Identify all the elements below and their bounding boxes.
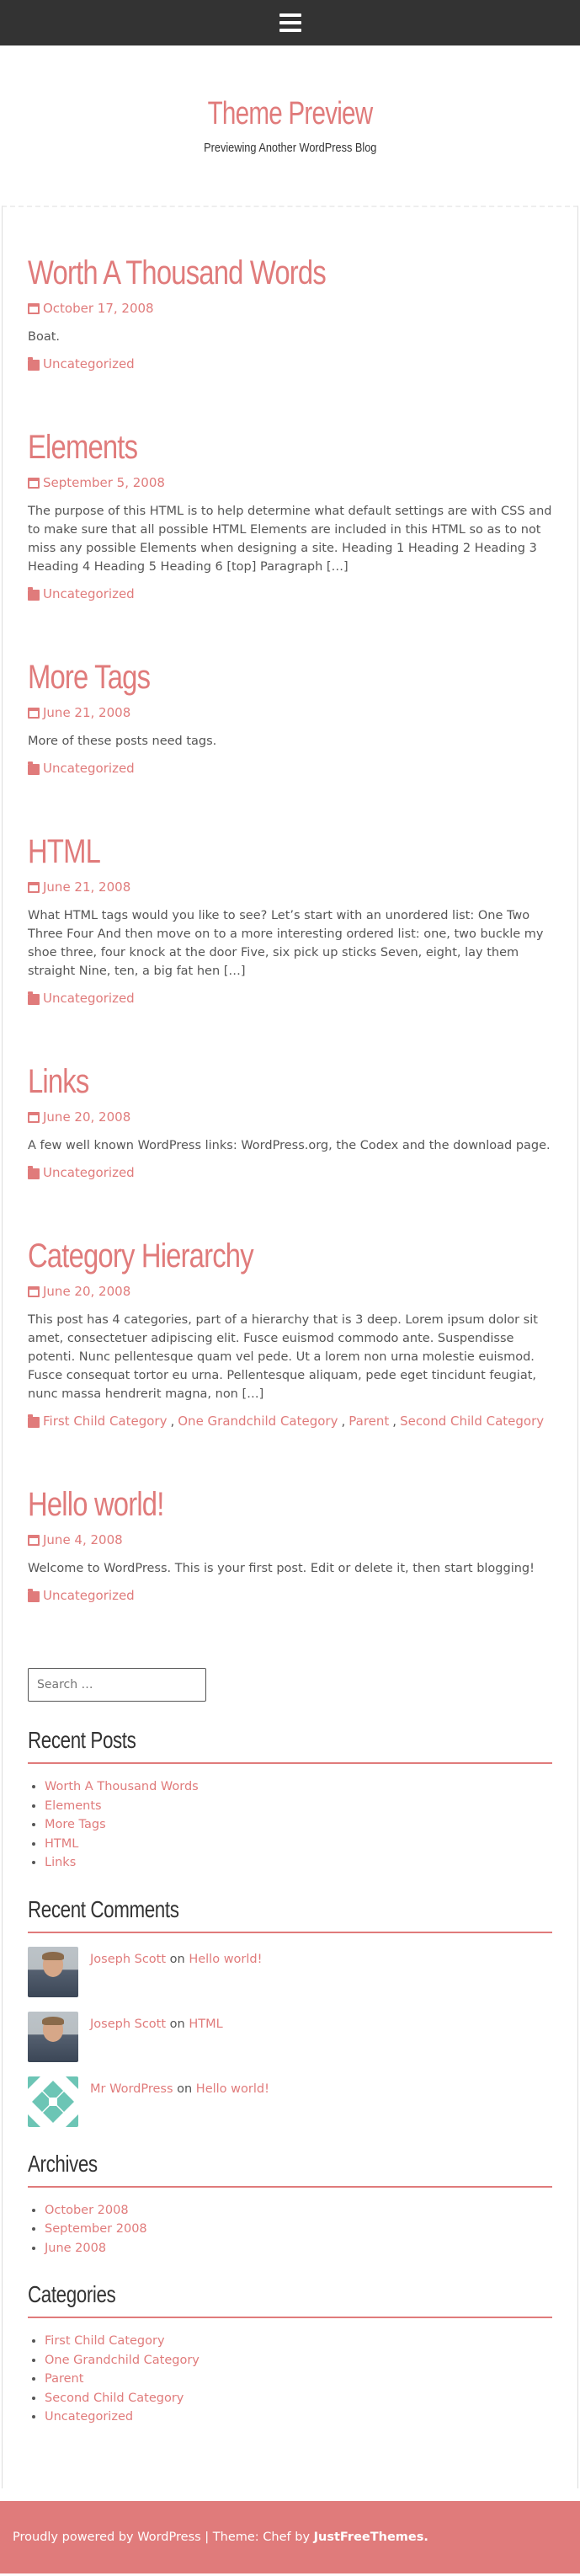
post-excerpt: Welcome to WordPress. This is your first post. Edit or delete it, then start blogging!: [28, 1562, 535, 1575]
archive-link[interactable]: September 2008: [45, 2222, 147, 2236]
widget-title: Recent Comments: [28, 1895, 179, 1922]
category-link[interactable]: Parent: [349, 1414, 390, 1429]
post-date-link[interactable]: June 4, 2008: [43, 1532, 123, 1547]
widget-divider: [28, 1932, 552, 1933]
category-link[interactable]: Uncategorized: [43, 1165, 135, 1180]
post-categories: [28, 356, 552, 371]
archives-list: [28, 2201, 552, 2258]
categories-widget: [28, 2281, 552, 2427]
category-link[interactable]: Uncategorized: [43, 356, 135, 371]
post-title-link[interactable]: Hello world!: [28, 1486, 164, 1523]
recent-comments-list: [28, 1947, 552, 2127]
comment-post-link[interactable]: Hello world!: [189, 1952, 263, 1966]
category-link[interactable]: Uncategorized: [43, 761, 135, 776]
calendar-icon: [28, 478, 40, 489]
category-separator: ,: [392, 1414, 397, 1429]
footer-separator: |: [205, 2531, 210, 2544]
post-categories: [28, 991, 552, 1006]
recent-post-link[interactable]: Worth A Thousand Words: [45, 1780, 199, 1793]
list-item: [45, 1815, 552, 1835]
post-date: [28, 1109, 552, 1125]
category-link[interactable]: Uncategorized: [43, 1588, 135, 1603]
post-spacer: [28, 371, 552, 407]
post-excerpt: What HTML tags would you like to see? Let’s start with an unordered list: One Two Three Four And then move on to a more interesting ordered list: one, two buckle my shoe three, four knock at the door Five, six pick up sticks Seven, eight, lay them straight Nine, ten, a big fat hen […]: [28, 909, 544, 978]
site-description: Previewing Another WordPress Blog: [203, 141, 377, 155]
site-title[interactable]: Theme Preview: [207, 96, 373, 131]
widget-title: Archives: [28, 2150, 98, 2177]
post-title-link[interactable]: More Tags: [28, 659, 151, 696]
category-link[interactable]: Uncategorized: [43, 586, 135, 601]
recent-post-link[interactable]: Elements: [45, 1798, 102, 1813]
comment-connector: on: [177, 2082, 193, 2096]
recent-post-link[interactable]: More Tags: [45, 1818, 106, 1831]
recent-comment: [28, 1947, 552, 1997]
post-title-link[interactable]: Links: [28, 1063, 89, 1100]
list-item: [45, 2220, 552, 2239]
category-link[interactable]: One Grandchild Category: [178, 1414, 338, 1429]
comment-text: [90, 1947, 262, 1969]
folder-icon: [28, 1168, 40, 1179]
list-item: [45, 1835, 552, 1854]
comment-author-link[interactable]: Joseph Scott: [90, 1952, 167, 1966]
recent-comment: [28, 2076, 552, 2127]
post-title-link[interactable]: Worth A Thousand Words: [28, 254, 326, 291]
sidebar-widgets: [28, 1668, 552, 2427]
post-excerpt: Boat.: [28, 330, 60, 344]
recent-post-link[interactable]: Links: [45, 1856, 77, 1869]
post-excerpt: The purpose of this HTML is to help determine what default settings are with CSS and to make sure that all possible HTML Elements are included in this HTML so as to not miss any possible Elements when designing a site. Heading 1 Heading 2 Heading 3 Heading 4 Heading 5 Heading 6 [top] Paragraph […]: [28, 505, 552, 574]
post-spacer: [28, 776, 552, 811]
post-spacer: [28, 601, 552, 637]
recent-post-link[interactable]: HTML: [45, 1836, 79, 1851]
post-title-link[interactable]: HTML: [28, 833, 101, 870]
comment-author-link[interactable]: Mr WordPress: [90, 2082, 173, 2096]
post-title-link[interactable]: Category Hierarchy: [28, 1237, 253, 1275]
post-date: [28, 879, 552, 895]
post-date-link[interactable]: September 5, 2008: [43, 475, 165, 490]
site-header: [0, 45, 580, 206]
top-bar: [0, 0, 580, 45]
comment-text: [90, 2076, 269, 2098]
category-link[interactable]: One Grandchild Category: [45, 2353, 200, 2367]
category-separator: ,: [341, 1414, 346, 1429]
calendar-icon: [28, 1535, 40, 1546]
list-item: [45, 2389, 552, 2408]
post-date: [28, 1532, 552, 1547]
archives-widget: [28, 2151, 552, 2258]
calendar-icon: [28, 1112, 40, 1123]
list-item: [45, 2239, 552, 2258]
recent-posts-widget: [28, 1727, 552, 1873]
search-input[interactable]: [28, 1668, 206, 1702]
folder-icon: [28, 764, 40, 775]
post: [28, 407, 552, 637]
post-spacer: [28, 1603, 552, 1638]
widget-divider: [28, 2186, 552, 2188]
list-item: [45, 1853, 552, 1873]
post-categories: [28, 586, 552, 601]
comment-text: [90, 2012, 223, 2034]
main-content: [2, 206, 578, 2488]
folder-icon: [28, 590, 40, 601]
list-item: [45, 2370, 552, 2389]
footer-theme-author-link[interactable]: JustFreeThemes.: [313, 2531, 428, 2544]
post-date-link[interactable]: October 17, 2008: [43, 301, 154, 316]
post: [28, 1464, 552, 1638]
folder-icon: [28, 994, 40, 1005]
recent-comment: [28, 2012, 552, 2062]
categories-list: [28, 2332, 552, 2427]
comment-connector: on: [169, 2017, 185, 2031]
person-avatar: [28, 1947, 78, 1997]
comment-connector: on: [169, 1952, 185, 1966]
folder-icon: [28, 360, 40, 371]
post-spacer: [28, 1006, 552, 1041]
post-title-link[interactable]: Elements: [28, 429, 138, 466]
folder-icon: [28, 1417, 40, 1428]
footer-powered-link[interactable]: Proudly powered by WordPress: [13, 2531, 201, 2544]
post-date-link[interactable]: June 20, 2008: [43, 1109, 131, 1125]
recent-comments-widget: [28, 1896, 552, 2127]
footer-credits: [13, 2531, 428, 2544]
footer-theme-text: Theme: Chef by: [212, 2531, 311, 2544]
list-item: [45, 2351, 552, 2370]
post: [28, 1216, 552, 1464]
calendar-icon: [28, 882, 40, 893]
post-excerpt: More of these posts need tags.: [28, 735, 217, 748]
hamburger-icon[interactable]: [279, 13, 301, 32]
widget-divider: [28, 2317, 552, 2318]
post-date-link[interactable]: June 21, 2008: [43, 705, 131, 720]
site-footer: [0, 2501, 580, 2573]
person-avatar: [28, 2012, 78, 2062]
post: [28, 1041, 552, 1216]
list-item: [45, 2201, 552, 2221]
post: [28, 232, 552, 407]
post-categories: [28, 1165, 552, 1180]
widget-title: Recent Posts: [28, 1727, 136, 1753]
recent-posts-list: [28, 1777, 552, 1873]
post-date-link[interactable]: June 20, 2008: [43, 1284, 131, 1299]
calendar-icon: [28, 1286, 40, 1297]
post-categories: [28, 1588, 552, 1603]
identicon-avatar: [28, 2076, 78, 2127]
archive-link[interactable]: October 2008: [45, 2203, 129, 2217]
comment-post-link[interactable]: HTML: [189, 2017, 223, 2031]
calendar-icon: [28, 708, 40, 719]
post-date: [28, 301, 552, 316]
post-date: [28, 1284, 552, 1299]
category-link[interactable]: Second Child Category: [400, 1414, 545, 1429]
comment-author-link[interactable]: Joseph Scott: [90, 2017, 167, 2031]
post-date: [28, 705, 552, 720]
category-link[interactable]: Uncategorized: [43, 991, 135, 1006]
category-separator: ,: [170, 1414, 175, 1429]
post-date: [28, 475, 552, 490]
folder-icon: [28, 1591, 40, 1602]
widget-title: Categories: [28, 2281, 116, 2307]
category-link[interactable]: Uncategorized: [45, 2410, 134, 2424]
post: [28, 811, 552, 1041]
post-categories: [28, 761, 552, 776]
comment-post-link[interactable]: Hello world!: [195, 2082, 269, 2096]
archive-link[interactable]: June 2008: [45, 2241, 107, 2255]
widget-divider: [28, 1762, 552, 1764]
post: [28, 637, 552, 811]
category-link[interactable]: First Child Category: [45, 2334, 165, 2348]
list-item: [45, 2332, 552, 2351]
post-date-link[interactable]: June 21, 2008: [43, 879, 131, 895]
post-spacer: [28, 1429, 552, 1464]
post-excerpt: This post has 4 categories, part of a hierarchy that is 3 deep. Lorem ipsum dolor sit amet, consectetuer adipiscing elit. Fusce euismod commodo ante. Suspendisse potenti. Nunc pellentesque quam vel pede. Ut a lorem non urna molestie euismod. Fusce consequat tortor eu urna. Pellentesque aliquam, pede eget tincidunt feugiat, nunc massa hendrerit magna, non […]: [28, 1313, 538, 1401]
category-link[interactable]: Parent: [45, 2372, 84, 2386]
post-spacer: [28, 1180, 552, 1216]
post-excerpt: A few well known WordPress links: WordPress.org, the Codex and the download page.: [28, 1139, 551, 1152]
list-item: [45, 2408, 552, 2427]
post-list: [28, 232, 552, 1638]
calendar-icon: [28, 303, 40, 314]
post-categories: [28, 1414, 552, 1429]
list-item: [45, 1777, 552, 1797]
list-item: [45, 1797, 552, 1816]
category-link[interactable]: First Child Category: [43, 1414, 168, 1429]
category-link[interactable]: Second Child Category: [45, 2391, 184, 2405]
